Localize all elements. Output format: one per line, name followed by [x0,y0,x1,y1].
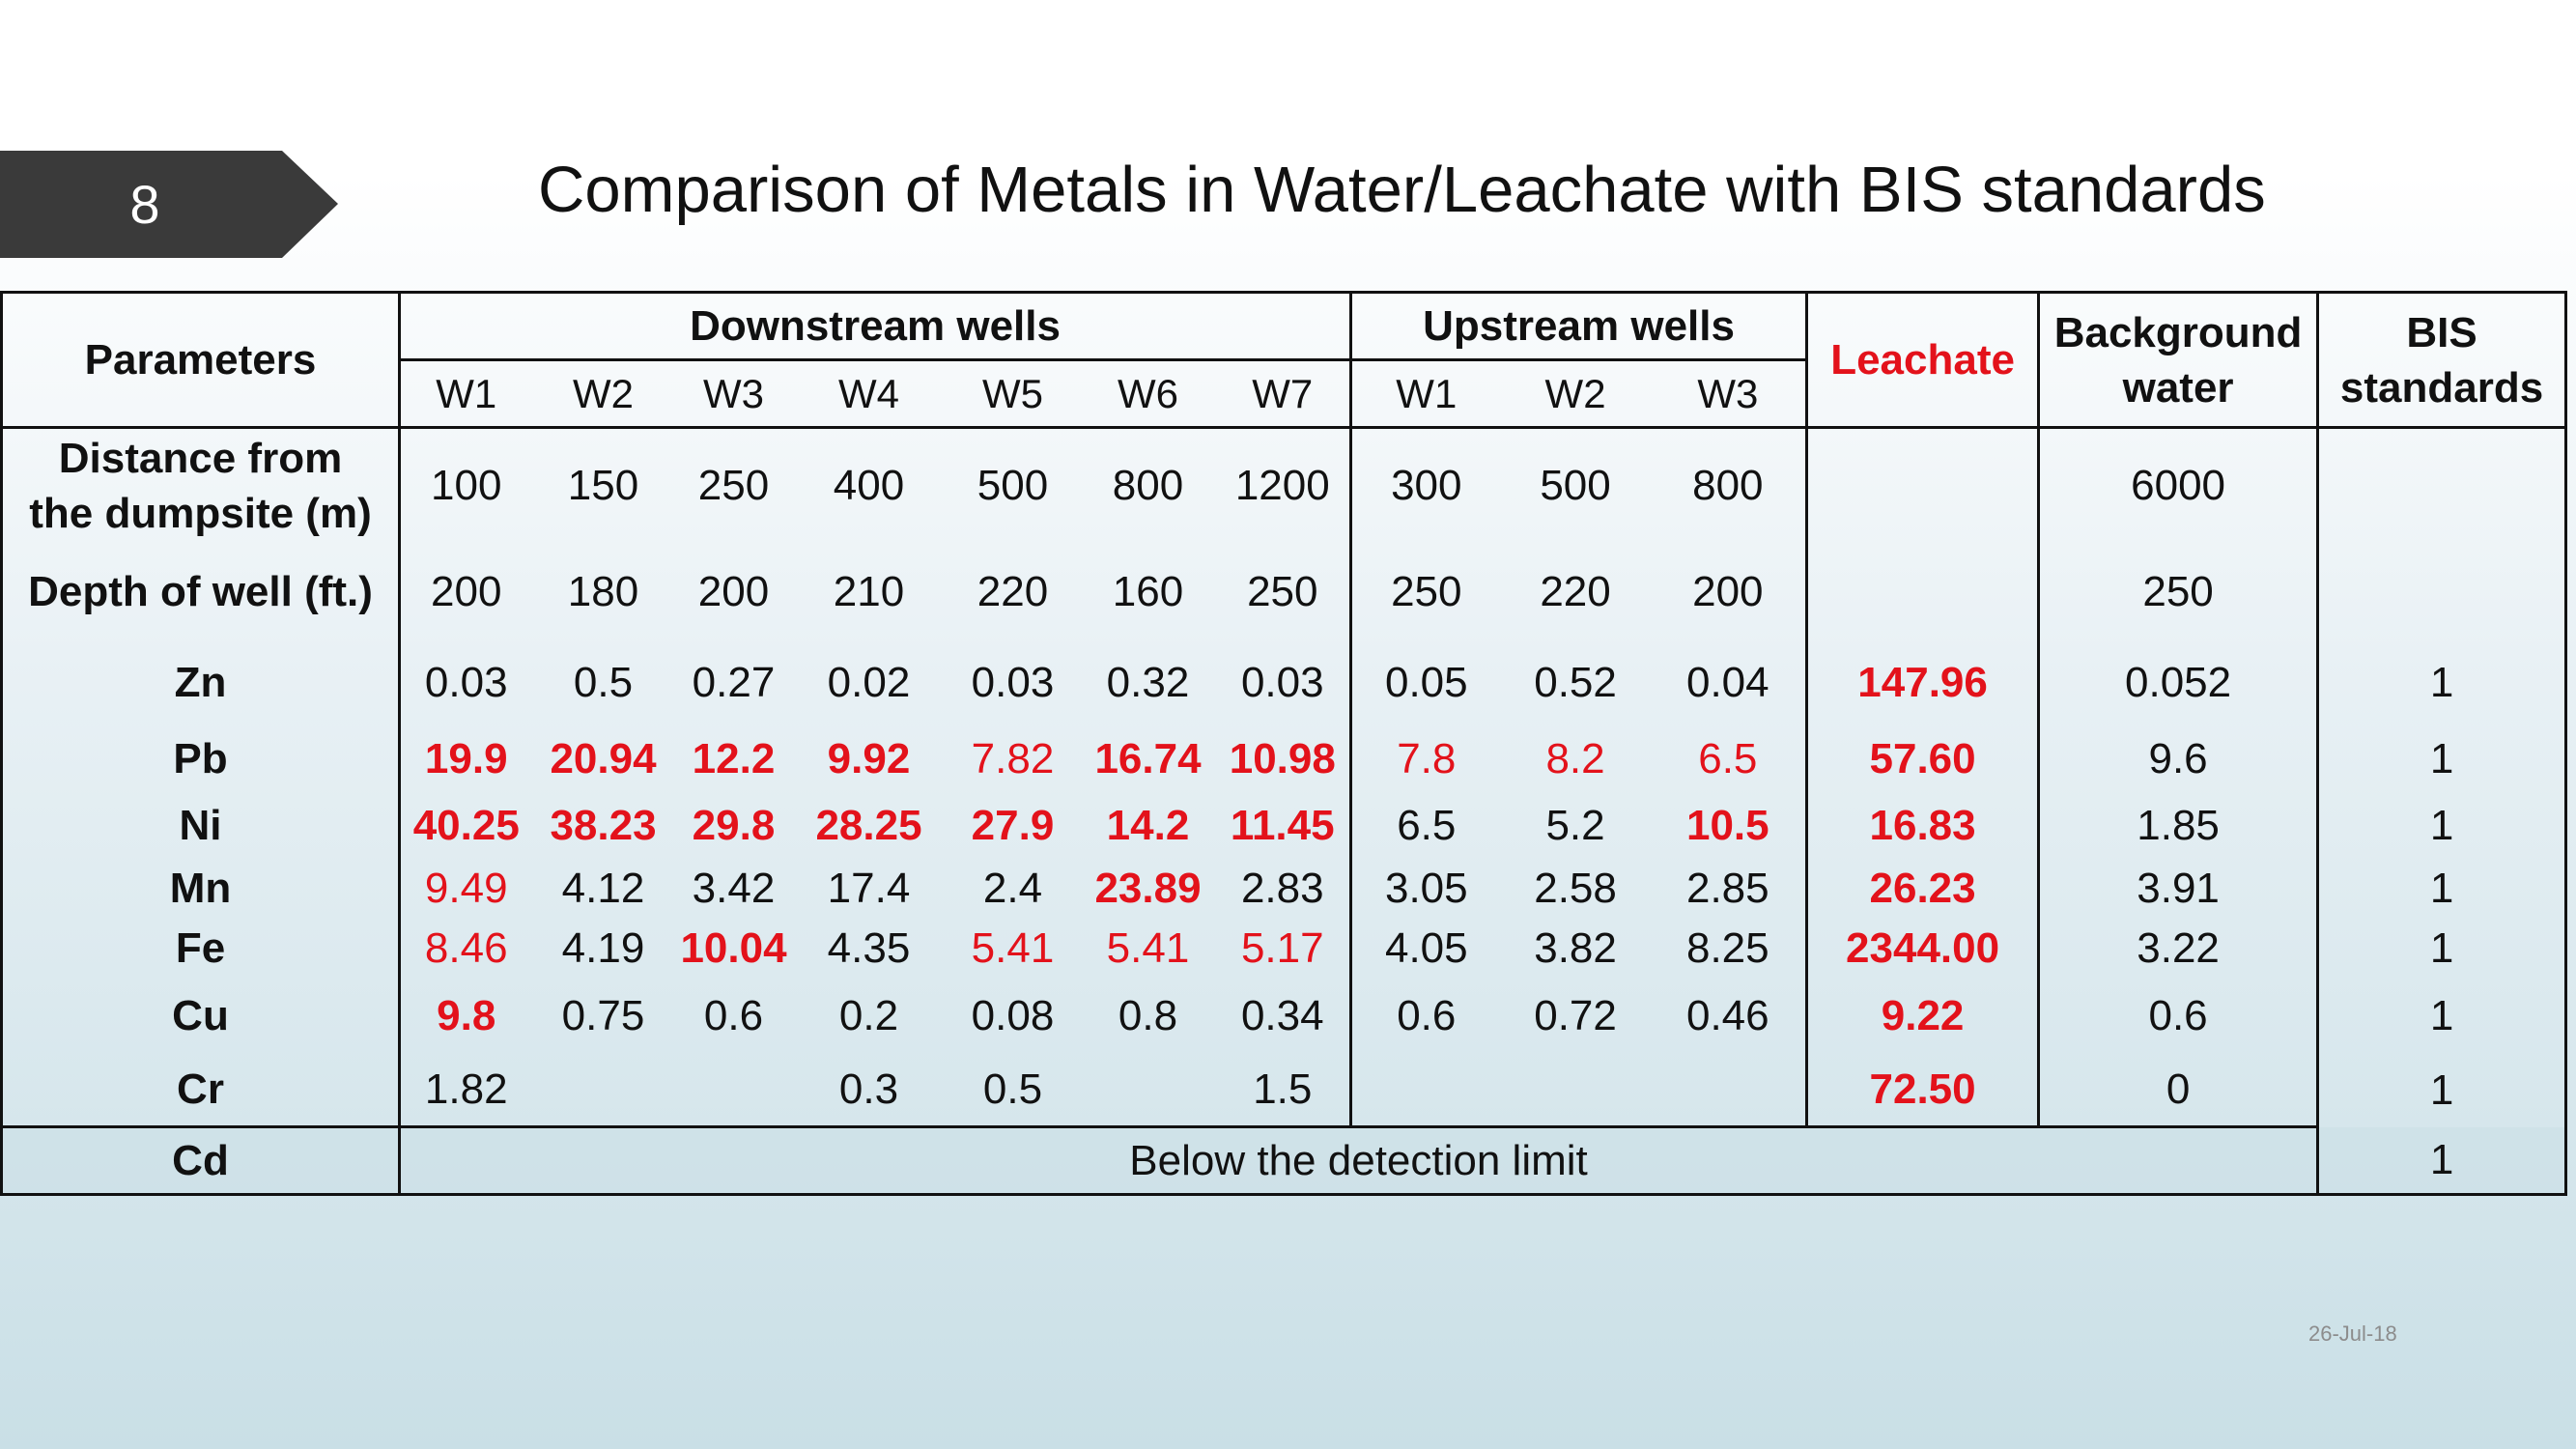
cell: 23.89 [1094,864,1202,912]
header-down-w5: W5 [946,360,1081,428]
cell-background: 3.91 [2039,859,2318,919]
header-upstream-wells: Upstream wells [1351,293,1807,360]
cell: 500 [1540,462,1611,510]
cell-background: 0 [2039,1054,2318,1127]
cell: 16.74 [1094,734,1202,782]
cell: 800 [1112,462,1184,510]
cell: 0.46 [1651,979,1807,1054]
header-leachate: Leachate [1807,293,2039,428]
cell: 0.6 [1397,991,1457,1039]
cell: 3.82 [1534,923,1617,972]
cell: 27.9 [971,801,1055,849]
cell-background: 0.052 [2039,640,2318,725]
cell-background: 6000 [2039,428,2318,544]
row-label-fe: Fe [2,919,400,979]
cell: 8.2 [1545,734,1605,782]
cell: 200 [1651,544,1807,640]
cell: 0.27 [692,658,776,706]
cell: 150 [567,462,639,510]
cell: 2.83 [1216,859,1351,919]
cell: 10.5 [1651,793,1807,859]
cell-bis: 1 [2318,793,2566,859]
cell-leachate: 57.60 [1807,725,2039,793]
table-row [2,919,2566,979]
cell: 38.23 [550,801,657,849]
cell: 0.03 [971,658,1055,706]
cell-background: 9.6 [2039,725,2318,793]
cell-leachate: 26.23 [1807,859,2039,919]
cell: 5.41 [971,923,1055,972]
cell: 29.8 [692,801,776,849]
cell: 6.5 [1651,725,1807,793]
cell-leachate: 2344.00 [1807,919,2039,979]
header-bis-line2: standards [2339,363,2544,412]
cell: 0.6 [703,991,764,1039]
cell-leachate [1807,428,2039,544]
cell-bis: 1 [2318,640,2566,725]
cell: 4.12 [561,864,645,912]
metals-comparison-table [0,291,2567,1196]
table-row [2,793,2566,859]
header-down-w1: W1 [400,360,532,428]
cd-detection-note: Below the detection limit [400,1127,2318,1195]
cell: 14.2 [1106,801,1190,849]
row-label-cr: Cr [2,1054,400,1127]
cell: 180 [567,567,639,615]
cell-background: 250 [2039,544,2318,640]
cell: 17.4 [827,864,911,912]
cell: 160 [1112,567,1184,615]
cell: 28.25 [815,801,922,849]
cell-bis: 1 [2318,919,2566,979]
table-row [2,1054,2566,1127]
cell-background: 1.85 [2039,793,2318,859]
row-label-pb: Pb [2,725,400,793]
cell: 0.08 [971,991,1055,1039]
cell: 300 [1391,462,1462,510]
cell: 12.2 [692,734,776,782]
row-label-cu: Cu [2,979,400,1054]
cell: 0.03 [1216,640,1351,725]
cell-bis: 1 [2318,1127,2566,1195]
cell: 0.04 [1651,640,1807,725]
cell-bis: 1 [2318,979,2566,1054]
cell-background: 3.22 [2039,919,2318,979]
cell-bis: 1 [2318,859,2566,919]
row-label-line1: Distance from [58,435,343,483]
cell: 220 [977,567,1049,615]
table-row [2,640,2566,725]
header-down-w6: W6 [1081,360,1216,428]
cell [1651,1054,1807,1127]
cell: 1.5 [1216,1054,1351,1127]
cell: 7.82 [971,734,1055,782]
header-bis-standards [2318,293,2566,428]
cell: 5.41 [1106,923,1190,972]
cell: 20.94 [550,734,657,782]
cell: 9.92 [827,734,911,782]
cell: 3.05 [1384,864,1468,912]
cell-bis [2318,544,2566,640]
cell-background: 0.6 [2039,979,2318,1054]
cell: 1.82 [424,1065,508,1113]
cell-leachate: 9.22 [1807,979,2039,1054]
row-label-zn: Zn [2,640,400,725]
table-row [2,544,2566,640]
cell: 2.58 [1534,864,1617,912]
cell: 250 [697,462,770,510]
cell [532,1054,675,1127]
cell: 0.8 [1118,991,1178,1039]
cell: 100 [431,462,502,510]
cell: 0.03 [424,658,508,706]
cell-leachate: 72.50 [1807,1054,2039,1127]
cell-bis: 1 [2318,725,2566,793]
cell: 5.17 [1216,919,1351,979]
cell: 220 [1540,567,1611,615]
header-row-1 [2,293,2566,360]
cell-leachate: 147.96 [1807,640,2039,725]
header-background-line2: water [2122,363,2234,412]
header-down-w2: W2 [532,360,675,428]
cell: 0.75 [561,991,645,1039]
cell: 19.9 [424,734,508,782]
cell: 10.98 [1216,725,1351,793]
cell-leachate [1807,544,2039,640]
cell: 6.5 [1397,801,1457,849]
cell: 0.02 [827,658,911,706]
cell: 0.5 [982,1065,1043,1113]
cell: 210 [833,567,905,615]
cell: 0.34 [1216,979,1351,1054]
cell: 40.25 [412,801,520,849]
cell: 11.45 [1216,793,1351,859]
row-label-ni: Ni [2,793,400,859]
cell: 500 [977,462,1049,510]
header-parameters: Parameters [2,293,400,428]
cell: 2.85 [1651,859,1807,919]
cell: 3.42 [692,864,776,912]
cell-bis [2318,428,2566,544]
row-label-line2: the dumpsite (m) [29,490,372,538]
row-label-distance [2,428,400,544]
cell: 0.05 [1384,658,1468,706]
cell: 7.8 [1397,734,1457,782]
row-label-cd: Cd [2,1127,400,1195]
table-row [2,859,2566,919]
cell: 10.04 [680,923,787,972]
row-label-mn: Mn [2,859,400,919]
header-up-w2: W2 [1501,360,1651,428]
cell: 4.35 [827,923,911,972]
header-up-w3: W3 [1651,360,1807,428]
cell: 0.32 [1106,658,1190,706]
cell: 2.4 [982,864,1043,912]
cell: 5.2 [1545,801,1605,849]
header-background-water [2039,293,2318,428]
slide-date: 26-Jul-18 [2308,1321,2397,1346]
header-bis-line1: BIS [2406,308,2477,356]
cell [1351,1054,1501,1127]
cell: 8.46 [424,923,508,972]
cell-leachate: 16.83 [1807,793,2039,859]
cell: 200 [697,567,770,615]
table-row [2,979,2566,1054]
cell [1081,1054,1216,1127]
cell: 250 [1216,544,1351,640]
cell: 8.25 [1651,919,1807,979]
cell: 0.5 [573,658,634,706]
cell: 200 [431,567,502,615]
cell: 0.2 [838,991,899,1039]
slide-title: Comparison of Metals in Water/Leachate with BIS standards [538,154,2266,226]
cell: 9.8 [437,991,496,1039]
cell: 250 [1391,567,1462,615]
cell: 800 [1651,428,1807,544]
table-row [2,428,2566,544]
header-up-w1: W1 [1351,360,1501,428]
cell: 1200 [1216,428,1351,544]
table-row-cd [2,1127,2566,1195]
cell: 0.72 [1534,991,1617,1039]
header-background-line1: Background [2053,308,2303,356]
header-down-w3: W3 [675,360,793,428]
cell-bis: 1 [2318,1054,2566,1127]
cell: 4.05 [1384,923,1468,972]
slide-number: 8 [129,174,160,235]
table-row [2,725,2566,793]
header-down-w4: W4 [793,360,946,428]
cell: 400 [833,462,905,510]
row-label-depth: Depth of well (ft.) [2,544,400,640]
cell: 9.49 [424,864,508,912]
cell: 0.3 [838,1065,899,1113]
cell: 0.52 [1534,658,1617,706]
cell: 4.19 [561,923,645,972]
cell [1501,1054,1651,1127]
header-downstream-wells: Downstream wells [400,293,1351,360]
header-down-w7: W7 [1216,360,1351,428]
cell [675,1054,793,1127]
